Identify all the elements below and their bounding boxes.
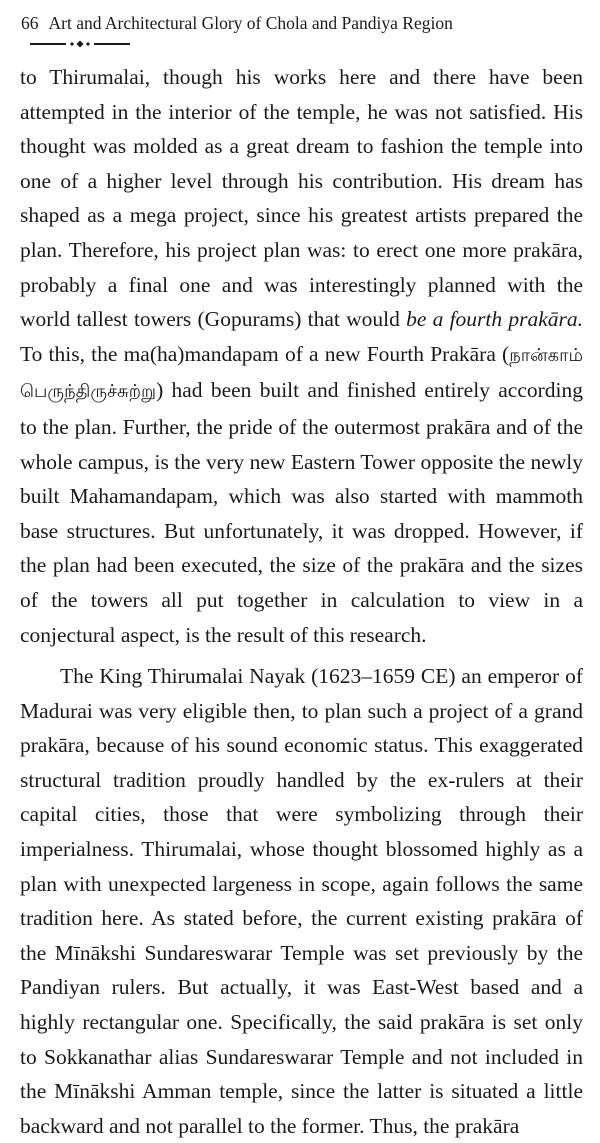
body-text xyxy=(20,60,583,1143)
page-number: 66 xyxy=(21,13,39,33)
paragraph-2: The King Thirumalai Nayak (1623–1659 CE) an emperor of Madurai was very eligible then, to plan such a project of a grand prakāra, because of his sound economic status. This exaggerated structural tradition proudly handled by the ex-rulers at their capital cities, those that were symbolizing through their imperialness. Thirumalai, whose thought blossomed highly as a plan with unexpected largeness in scope, again follows the same tradition here. As stated before, the current existing prakāra of the Mīnākshi Sundareswarar Temple was set previously by the Pandiyan rulers. But actually, it was East-West based and a highly rectangular one. Specifically, the said prakāra is set only to Sokkanathar alias Sundareswarar Temple and not included in the Mīnākshi Amman temple, since the latter is situated a little backward and not parallel to the former. Thus, the prakāra xyxy=(20,664,583,1138)
paragraph-1-text-c: ) had been built and finished entirely according to the plan. Further, the pride of the outermost prakāra and of the whole campus, is the very new Eastern Tower opposite the newly built Mahamandapam, which was also started with mammoth base structures. But unfortunately, it was dropped. However, if the plan had been executed, the size of the prakāra and the sizes of the towers all put together in calculation to view in a conjectural aspect, is the result of this research. xyxy=(20,378,583,647)
paragraph-1-text-a: to Thirumalai, though his works here and there have been attempted in the interior of the temple, he was not satisfied. His thought was molded as a great dream to fashion the temple into one of a higher level through his contribution. His dream has shaped as a mega project, since his greatest artists prepared the plan. Therefore, his project plan was: to erect one more prakāra, probably a final one and was interestingly planned with the world tallest towers (Gopurams) that would xyxy=(20,65,583,332)
paragraph-1-text-b: To this, the ma(ha)mandapam of a new Fourth Prakāra ( xyxy=(20,341,510,366)
paragraph-1 xyxy=(20,60,583,652)
running-header-title: Art and Architectural Glory of Chola and Pandiya Region xyxy=(48,13,453,33)
running-header xyxy=(21,12,581,34)
tamil-term: நான்காம் பெருந்திருச்சுற்று xyxy=(20,344,583,403)
italic-phrase: be a fourth prakāra. xyxy=(406,307,584,332)
header-ornament-divider xyxy=(30,39,130,49)
